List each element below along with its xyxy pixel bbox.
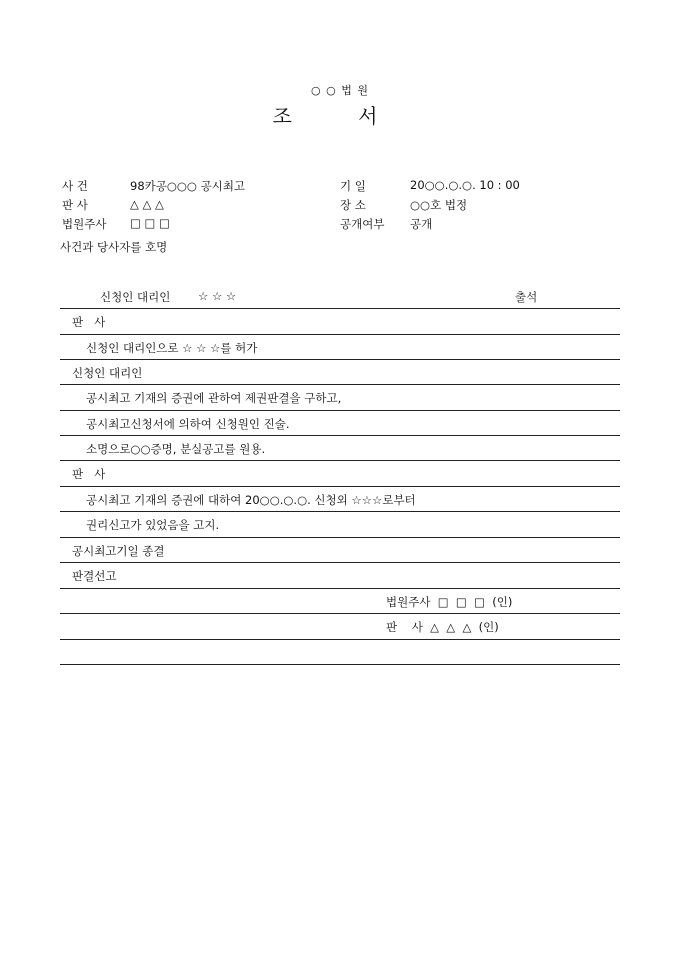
list-item: 신청인 대리인으로 ☆ ☆ ☆를 허가 (86, 341, 258, 355)
clerk-label: 법원주사 (62, 217, 107, 231)
place-label: 장 소 (340, 198, 366, 212)
document-title: 조 서 (272, 104, 408, 128)
divider (60, 435, 620, 436)
judge-label: 판 사 (62, 198, 88, 212)
date-label: 기 일 (340, 179, 366, 193)
divider (60, 588, 620, 589)
attendance-status: 출석 (515, 290, 538, 304)
date-value: 20○○.○.○. 10 : 00 (410, 178, 520, 192)
call-text: 사건과 당사자를 호명 (60, 240, 168, 254)
divider (60, 613, 620, 614)
clerk-signature: 법원주사 □ □ □ (인) (386, 595, 513, 609)
divider (60, 308, 620, 309)
divider (60, 511, 620, 512)
list-item: 판 사 (72, 467, 106, 481)
place-value: ○○호 법정 (410, 198, 468, 212)
list-item: 판결선고 (72, 569, 117, 583)
divider (60, 334, 620, 335)
list-item: 공시최고 기재의 증권에 관하여 제권판결을 구하고, (86, 391, 342, 405)
public-value: 공개 (410, 217, 433, 231)
list-item: 권리신고가 있었음을 고지. (86, 518, 220, 532)
list-item: 공시최고 기재의 증권에 대하여 20○○.○.○. 신청외 ☆☆☆로부터 (86, 493, 416, 507)
attendance-name: ☆ ☆ ☆ (198, 289, 237, 303)
attendance-label: 신청인 대리인 (100, 290, 171, 304)
divider (60, 562, 620, 563)
list-item: 공시최고신청서에 의하여 신청원인 진술. (86, 417, 290, 431)
court-name: ○ ○ 법 원 (311, 84, 369, 97)
divider (60, 664, 620, 665)
divider (60, 460, 620, 461)
list-item: 소명으로○○증명, 분실공고를 원용. (86, 442, 266, 456)
divider (60, 639, 620, 640)
case-label: 사 건 (62, 179, 88, 193)
list-item: 공시최고기일 종결 (72, 544, 165, 558)
clerk-value: □ □ □ (130, 216, 170, 230)
divider (60, 384, 620, 385)
public-label: 공개여부 (340, 217, 385, 231)
list-item: 판 사 (72, 315, 106, 329)
judge-signature: 판 사 △ △ △ (인) (386, 620, 499, 634)
divider (60, 486, 620, 487)
case-value: 98카공○○○ 공시최고 (130, 179, 246, 193)
divider (60, 537, 620, 538)
divider (60, 359, 620, 360)
list-item: 신청인 대리인 (72, 366, 143, 380)
divider (60, 410, 620, 411)
judge-value: △ △ △ (130, 197, 164, 211)
